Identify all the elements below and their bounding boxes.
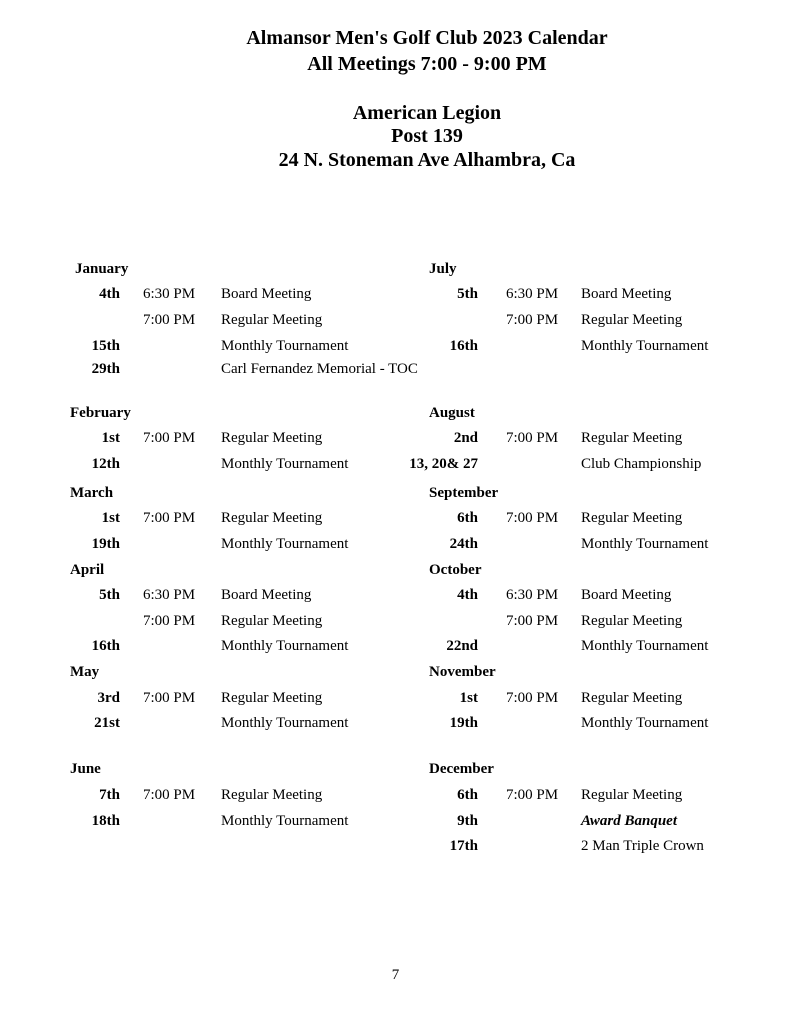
event-day: 24th	[449, 536, 478, 552]
event-description: Regular Meeting	[581, 613, 683, 629]
event-time: 7:00 PM	[506, 510, 559, 526]
event-description: Board Meeting	[221, 587, 312, 603]
event-time: 7:00 PM	[506, 430, 559, 446]
event-day: 7th	[99, 787, 120, 803]
event-description: Regular Meeting	[221, 312, 323, 328]
event-time: 7:00 PM	[143, 510, 196, 526]
event-description: Carl Fernandez Memorial - TOC	[221, 361, 418, 377]
event-description: Monthly Tournament	[581, 715, 709, 731]
event-day: 4th	[99, 286, 120, 302]
calendar-title: Almansor Men's Golf Club 2023 Calendar	[246, 27, 608, 49]
event-day: 19th	[91, 536, 120, 552]
venue-name: American Legion	[352, 102, 502, 124]
event-time: 7:00 PM	[143, 430, 196, 446]
event-description: Board Meeting	[581, 286, 672, 302]
event-time: 6:30 PM	[506, 286, 559, 302]
event-description: Regular Meeting	[581, 430, 683, 446]
event-day: 3rd	[97, 690, 120, 706]
event-description: Monthly Tournament	[581, 638, 709, 654]
venue-address: 24 N. Stoneman Ave Alhambra, Ca	[278, 149, 576, 171]
event-day: 5th	[99, 587, 120, 603]
event-time: 7:00 PM	[143, 613, 196, 629]
event-day: 12th	[91, 456, 120, 472]
month-heading: February	[70, 405, 131, 421]
event-day: 5th	[457, 286, 478, 302]
event-day: 16th	[91, 638, 120, 654]
event-description: Regular Meeting	[221, 613, 323, 629]
event-day: 6th	[457, 787, 478, 803]
event-description: Regular Meeting	[221, 690, 323, 706]
event-description: Board Meeting	[221, 286, 312, 302]
month-heading: November	[429, 664, 496, 680]
event-time: 6:30 PM	[506, 587, 559, 603]
meeting-hours: All Meetings 7:00 - 9:00 PM	[307, 53, 547, 75]
month-heading: April	[70, 562, 105, 578]
month-heading: June	[70, 761, 101, 777]
event-day: 15th	[91, 338, 120, 354]
event-description: Monthly Tournament	[221, 456, 349, 472]
event-description: Regular Meeting	[221, 510, 323, 526]
month-heading: March	[70, 485, 114, 501]
event-description: Regular Meeting	[581, 312, 683, 328]
event-description: Monthly Tournament	[221, 638, 349, 654]
month-heading: January	[75, 261, 129, 277]
month-heading: October	[429, 562, 482, 578]
month-heading: August	[429, 405, 475, 421]
event-day: 29th	[91, 361, 120, 377]
event-description: Board Meeting	[581, 587, 672, 603]
event-time: 7:00 PM	[143, 787, 196, 803]
event-day: 2nd	[453, 430, 478, 446]
event-description: Monthly Tournament	[221, 536, 349, 552]
event-time: 7:00 PM	[506, 690, 559, 706]
event-description: Monthly Tournament	[581, 338, 709, 354]
event-day: 19th	[449, 715, 478, 731]
event-day: 9th	[457, 813, 478, 829]
event-day: 1st	[101, 510, 120, 526]
event-description: Regular Meeting	[221, 787, 323, 803]
event-description: Monthly Tournament	[221, 338, 349, 354]
event-description: Monthly Tournament	[221, 813, 349, 829]
event-day: 4th	[457, 587, 478, 603]
event-day: 21st	[94, 715, 120, 731]
event-day: 1st	[459, 690, 478, 706]
event-description: 2 Man Triple Crown	[581, 838, 704, 854]
month-heading: September	[429, 485, 499, 501]
event-description: Regular Meeting	[581, 787, 683, 803]
event-day: 17th	[449, 838, 478, 854]
event-time: 6:30 PM	[143, 587, 196, 603]
event-time: 7:00 PM	[506, 613, 559, 629]
event-day: 16th	[449, 338, 478, 354]
event-description: Award Banquet	[581, 813, 677, 829]
event-description: Monthly Tournament	[221, 715, 349, 731]
event-description: Club Championship	[581, 456, 702, 472]
event-day: 1st	[101, 430, 120, 446]
event-day: 22nd	[446, 638, 478, 654]
event-description: Monthly Tournament	[581, 536, 709, 552]
event-description: Regular Meeting	[581, 690, 683, 706]
month-heading: May	[70, 664, 100, 680]
event-day: 13, 20& 27	[409, 456, 478, 472]
month-heading: July	[429, 261, 457, 277]
event-day: 18th	[91, 813, 120, 829]
event-time: 7:00 PM	[506, 312, 559, 328]
page-number: 7	[391, 967, 400, 983]
venue-post: Post 139	[391, 125, 463, 147]
event-time: 6:30 PM	[143, 286, 196, 302]
event-description: Regular Meeting	[581, 510, 683, 526]
event-time: 7:00 PM	[143, 690, 196, 706]
event-description: Regular Meeting	[221, 430, 323, 446]
event-day: 6th	[457, 510, 478, 526]
event-time: 7:00 PM	[506, 787, 559, 803]
event-time: 7:00 PM	[143, 312, 196, 328]
month-heading: December	[429, 761, 494, 777]
